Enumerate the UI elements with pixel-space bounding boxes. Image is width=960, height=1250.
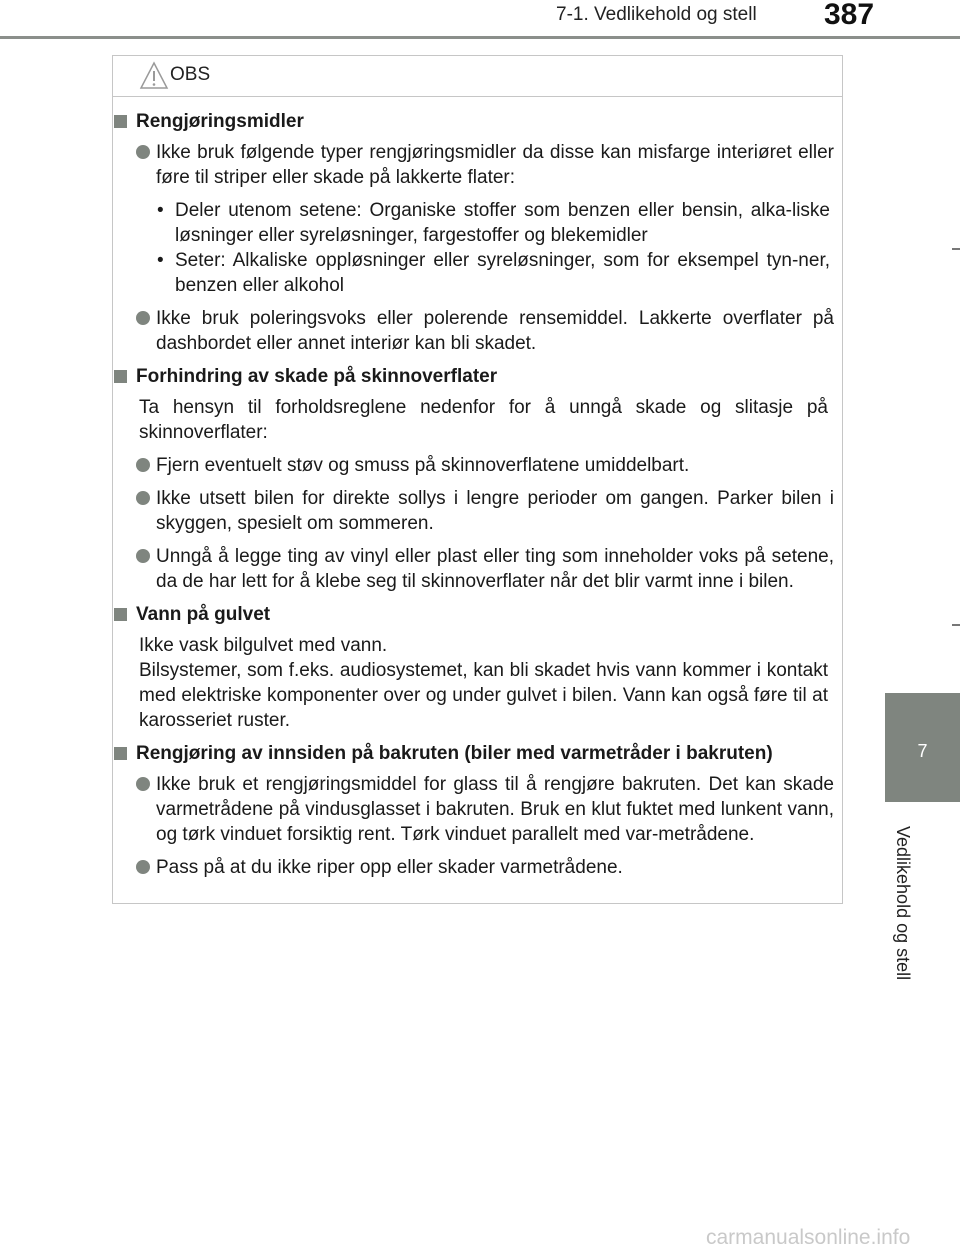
notice-box (112, 55, 843, 904)
section-heading-text: Rengjøringsmidler (136, 111, 304, 132)
margin-tick (952, 248, 960, 250)
chapter-label: Vedlikehold og stell (893, 826, 913, 981)
list-item (113, 772, 844, 847)
sub-list-item (113, 248, 844, 298)
section-cleaning-agents (113, 109, 844, 356)
warning-triangle-icon (139, 61, 169, 96)
list-item (113, 306, 844, 356)
list-item (113, 140, 844, 190)
list-item-text: Pass på at du ikke riper opp eller skader varmetrådene. (156, 857, 623, 878)
sub-list-item-text: Deler utenom setene: Organiske stoffer som benzen eller bensin, alka-liske løsninger eller syreløsninger, fargestoffer og blekemidler (175, 200, 830, 246)
sub-list-item-text: Seter: Alkaliske oppløsninger eller syreløsninger, som for eksempel tyn-ner, benzen eller alkohol (175, 250, 830, 296)
circle-bullet-icon (136, 777, 150, 791)
chapter-number: 7 (917, 741, 928, 761)
notice-header (113, 56, 842, 97)
square-bullet-icon (114, 115, 127, 128)
section-leather (113, 364, 844, 594)
circle-bullet-icon (136, 458, 150, 472)
section-heading-text: Vann på gulvet (136, 604, 271, 625)
section-intro: Ta hensyn til forholdsreglene nedenfor for å unngå skade og slitasje på skinnoverflater: (139, 397, 828, 443)
list-item-text: Fjern eventuelt støv og smuss på skinnoverflatene umiddelbart. (156, 455, 690, 476)
circle-bullet-icon (136, 549, 150, 563)
circle-bullet-icon (136, 311, 150, 325)
section-paragraph: Ikke vask bilgulvet med vann. (139, 635, 388, 656)
list-item-text: Unngå å legge ting av vinyl eller plast eller ting som inneholder voks på setene, da de har lett for å klebe seg til skinnoverflater når det blir varmt inne i bilen. (156, 546, 834, 592)
section-rear-window (113, 741, 844, 880)
section-heading-text: Forhindring av skade på skinnoverflater (136, 366, 498, 387)
chapter-tab (885, 693, 960, 802)
section-paragraph: Bilsystemer, som f.eks. audiosystemet, kan bli skadet hvis vann kommer i kontakt med elektriske komponenter over og under gulvet i bilen. Vann kan også føre til at karosseriet ruster. (139, 660, 828, 731)
list-item (113, 855, 844, 880)
square-bullet-icon (114, 747, 127, 760)
circle-bullet-icon (136, 491, 150, 505)
notice-content (113, 109, 844, 888)
section-title: 7-1. Vedlikehold og stell (556, 4, 757, 25)
list-item-text: Ikke bruk følgende typer rengjøringsmidler da disse kan misfarge interiøret eller føre til striper eller skade på lakkerte flater: (156, 142, 834, 188)
circle-bullet-icon (136, 145, 150, 159)
section-heading (113, 364, 844, 389)
header-rule (0, 36, 960, 39)
section-floor-water (113, 602, 844, 733)
page-number: 387 (824, 0, 875, 31)
list-item (113, 544, 844, 594)
circle-bullet-icon (136, 860, 150, 874)
list-item-text: Ikke bruk et rengjøringsmiddel for glass til å rengjøre bakruten. Det kan skade varmetrådene på vindusglasset i bakruten. Bruk en klut fuktet med lunkent vann, og tørk vinduet forsiktig rent. Tørk vinduet parallelt med var-metrådene. (156, 774, 834, 845)
list-item (113, 486, 844, 536)
square-bullet-icon (114, 370, 127, 383)
margin-tick (952, 624, 960, 626)
section-heading (113, 741, 844, 766)
list-item-text: Ikke bruk poleringsvoks eller polerende rensemiddel. Lakkerte overflater på dashbordet eller annet interiør kan bli skadet. (156, 308, 834, 354)
section-heading (113, 109, 844, 134)
square-bullet-icon (114, 608, 127, 621)
list-item (113, 453, 844, 478)
dot-bullet-icon: • (157, 200, 164, 221)
section-heading (113, 602, 844, 627)
dot-bullet-icon: • (157, 250, 164, 271)
notice-title: OBS (170, 64, 211, 85)
section-heading-text: Rengjøring av innsiden på bakruten (biler med varmetråder i bakruten) (136, 743, 773, 764)
watermark: carmanualsonline.info (706, 1226, 911, 1249)
list-item-text: Ikke utsett bilen for direkte sollys i lengre perioder om gangen. Parker bilen i skyggen, spesielt om sommeren. (156, 488, 834, 534)
sub-list-item (113, 198, 844, 248)
